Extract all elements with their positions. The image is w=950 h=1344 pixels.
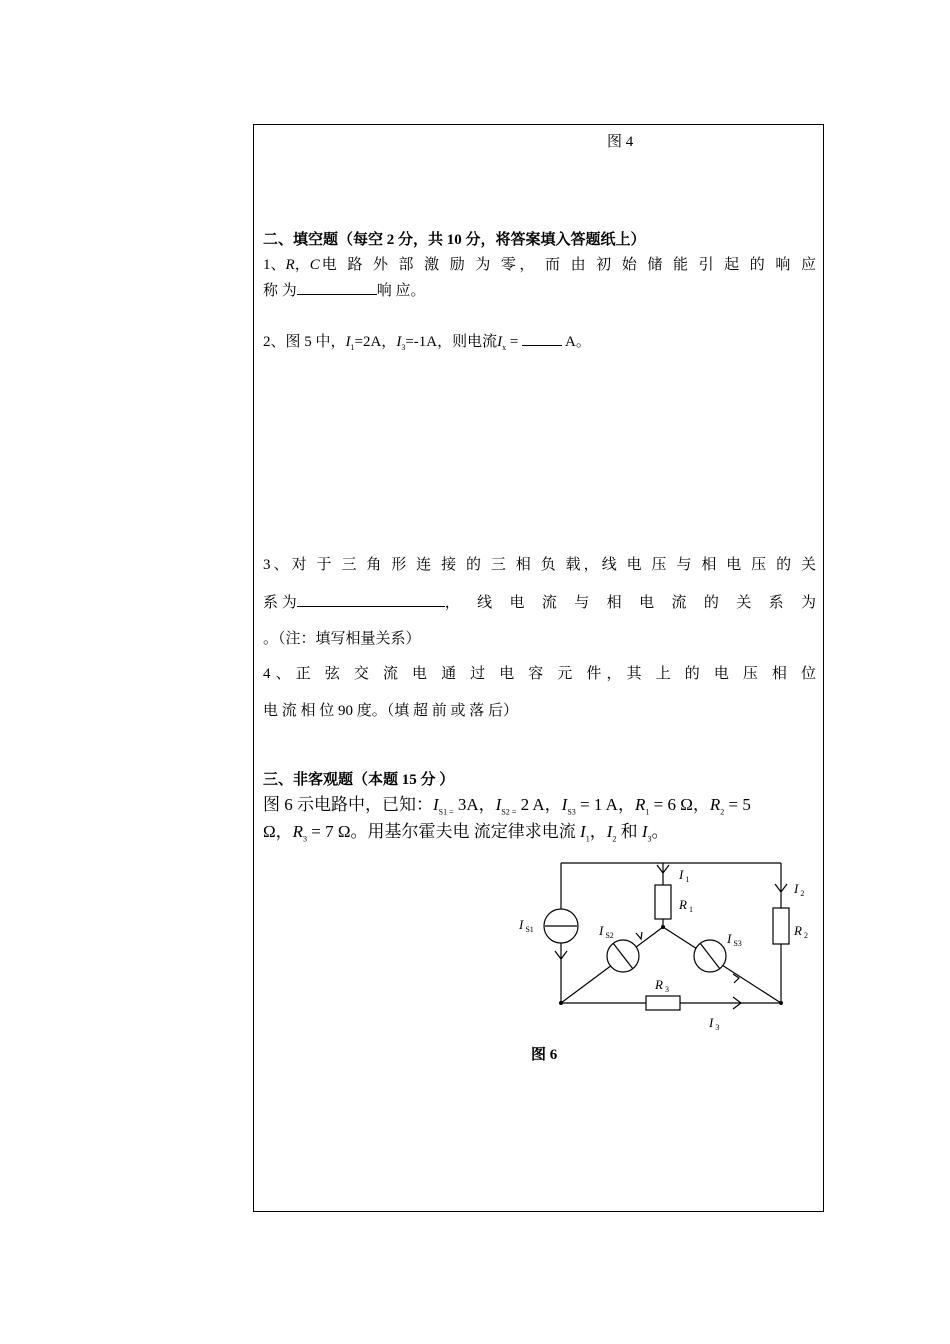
q1-line1: 1、R，C 电 路 外 部 激 励 为 零， 而 由 初 始 储 能 引 起 的 响 应	[263, 257, 816, 273]
label-r1: R $_1$	[679, 897, 693, 914]
answer-blank[interactable]	[522, 331, 562, 346]
label-i2: I $_2$	[794, 881, 805, 898]
figure-6-caption: 图 6	[531, 1047, 558, 1063]
answer-blank[interactable]	[297, 280, 377, 295]
q1-line2: 称 为 响 应。	[263, 279, 426, 300]
label-i3: I $_3$	[709, 1015, 720, 1032]
figure-4-caption: 图 4	[607, 134, 634, 150]
section3-heading: 三、非客观题（本题 15 分 ）	[263, 772, 455, 788]
label-r2: R $_2$	[794, 923, 808, 940]
resistor-r1	[655, 885, 671, 919]
current-source-is1	[544, 909, 578, 943]
current-source-is2	[607, 940, 639, 972]
label-is1: I $_{S1}$	[519, 917, 534, 934]
label-is3: I $_{S3}$	[727, 931, 742, 948]
section2-heading: 二、填空题（每空 2 分，共 10 分，将答案填入答题纸上）	[263, 232, 646, 248]
q3-line1: 3、对 于 三 角 形 连 接 的 三 相 负 载，线 电 压 与 相 电 压 的 关	[263, 557, 816, 573]
resistor-r3	[646, 996, 680, 1010]
arrow-is2	[636, 932, 642, 939]
q4-line2: 电 流 相 位 90 度。（填 超 前 或 落 后）	[263, 703, 519, 719]
q3-line2: 系 为 ， 线 电 流 与 相 电 流 的 关 系 为	[263, 591, 816, 612]
q4-line1: 4、正 弦 交 流 电 通 过 电 容 元 件，其 上 的 电 压 相 位	[263, 666, 816, 682]
label-is2: I $_{S2}$	[599, 923, 614, 940]
resistor-r2	[773, 908, 789, 944]
answer-blank[interactable]	[297, 592, 445, 607]
circuit-diagram	[509, 857, 809, 1047]
problem-line1: 图 6 示电路中，已知：$I_{S1 =}$ 3A，$I_{S2 =}$ 2 A，$I_{S3} = 1$ A，$R_1 = 6$ Ω，$R_2 = 5$	[263, 795, 751, 817]
question-frame	[253, 124, 824, 1212]
label-r3: R $_3$	[655, 977, 669, 994]
q3-line3: 。（注：填写相量关系）	[263, 631, 421, 647]
label-i1: I $_1$	[679, 867, 690, 884]
q2-line: 2、图 5 中，$I_1=2A$，$I_3=-1A$，则电流$I_x = A$。	[263, 330, 591, 352]
problem-line2: Ω，$R_3 = 7$ Ω。用基尔霍夫电 流定律求电流 $I_1$，$I_2$ 和 $I_3$。	[263, 822, 669, 844]
current-source-is3	[694, 940, 726, 972]
